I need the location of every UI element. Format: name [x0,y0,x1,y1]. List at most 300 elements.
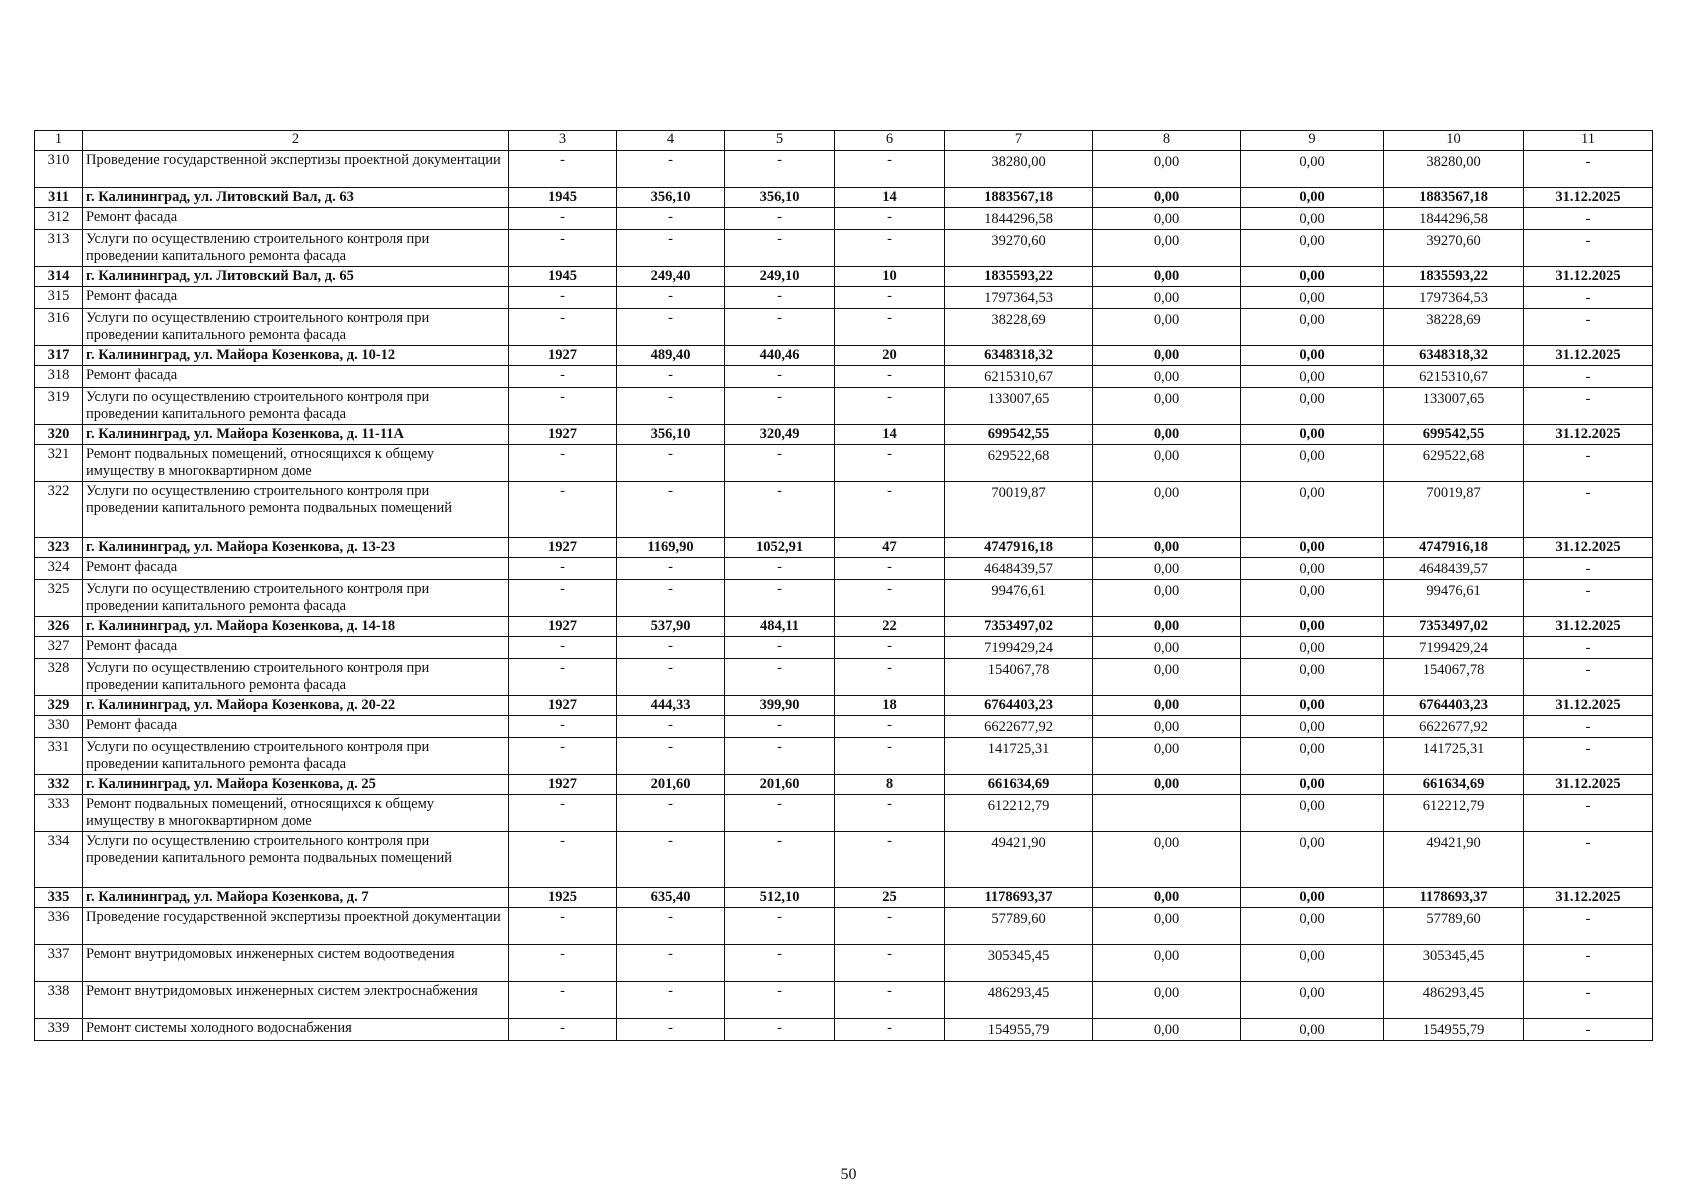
year-cell: - [509,716,617,738]
budget-cell: 0,00 [1241,151,1384,188]
residents-cell: - [835,366,945,388]
total-cost-cell: 6622677,92 [945,716,1093,738]
total-cost-cell: 4648439,57 [945,558,1093,580]
description-cell: Проведение государственной экспертизы проектной документации [83,151,509,188]
deadline-cell: - [1524,208,1653,230]
row-number-cell: 327 [35,637,83,659]
table-row [35,425,1653,445]
row-number-cell: 316 [35,309,83,346]
residents-cell: - [835,287,945,309]
living-area-cell: - [725,287,835,309]
table-row [35,188,1653,208]
total-cost-cell: 305345,45 [945,945,1093,982]
residents-cell: - [835,659,945,696]
row-number-cell: 324 [35,558,83,580]
column-number: 6 [835,131,945,151]
area-cell: - [617,230,725,267]
area-cell: - [617,832,725,888]
table-row [35,558,1653,580]
deadline-cell: - [1524,945,1653,982]
column-number: 2 [83,131,509,151]
description-cell: Услуги по осуществлению строительного контроля при проведении капитального ремонта фасада [83,230,509,267]
deadline-cell: 31.12.2025 [1524,775,1653,795]
fund-cell: 0,00 [1093,716,1241,738]
year-cell: - [509,908,617,945]
description-cell: г. Калининград, ул. Майора Козенкова, д. 20-22 [83,696,509,716]
living-area-cell: - [725,637,835,659]
description-cell: Ремонт фасада [83,366,509,388]
fund-cell [1093,795,1241,832]
description-cell: Услуги по осуществлению строительного контроля при проведении капитального ремонта фасада [83,309,509,346]
total-cost-cell: 486293,45 [945,982,1093,1019]
table-row [35,775,1653,795]
budget-cell: 0,00 [1241,425,1384,445]
table-row [35,287,1653,309]
owners-cell: 38280,00 [1384,151,1524,188]
row-number-cell: 339 [35,1019,83,1041]
description-cell: Ремонт внутридомовых инженерных систем электроснабжения [83,982,509,1019]
year-cell: - [509,388,617,425]
area-cell: 356,10 [617,188,725,208]
owners-cell: 154955,79 [1384,1019,1524,1041]
year-cell: - [509,230,617,267]
year-cell: - [509,795,617,832]
living-area-cell: - [725,982,835,1019]
owners-cell: 1883567,18 [1384,188,1524,208]
owners-cell: 612212,79 [1384,795,1524,832]
year-cell: 1945 [509,188,617,208]
living-area-cell: - [725,388,835,425]
row-number-cell: 321 [35,445,83,482]
deadline-cell: - [1524,151,1653,188]
budget-cell: 0,00 [1241,888,1384,908]
total-cost-cell: 38228,69 [945,309,1093,346]
area-cell: - [617,1019,725,1041]
total-cost-cell: 629522,68 [945,445,1093,482]
area-cell: 249,40 [617,267,725,287]
owners-cell: 699542,55 [1384,425,1524,445]
deadline-cell: 31.12.2025 [1524,188,1653,208]
budget-cell: 0,00 [1241,775,1384,795]
column-number-row [35,131,1653,151]
budget-cell: 0,00 [1241,945,1384,982]
column-number: 7 [945,131,1093,151]
fund-cell: 0,00 [1093,267,1241,287]
fund-cell: 0,00 [1093,637,1241,659]
area-cell: - [617,151,725,188]
deadline-cell: - [1524,795,1653,832]
living-area-cell: - [725,738,835,775]
deadline-cell: - [1524,637,1653,659]
owners-cell: 1835593,22 [1384,267,1524,287]
table-row [35,366,1653,388]
table-row [35,230,1653,267]
area-cell: 537,90 [617,617,725,637]
owners-cell: 154067,78 [1384,659,1524,696]
table-row [35,888,1653,908]
living-area-cell: - [725,1019,835,1041]
deadline-cell: - [1524,482,1653,538]
budget-cell: 0,00 [1241,637,1384,659]
row-number-cell: 338 [35,982,83,1019]
area-cell: - [617,366,725,388]
living-area-cell: 320,49 [725,425,835,445]
owners-cell: 7199429,24 [1384,637,1524,659]
budget-cell: 0,00 [1241,738,1384,775]
year-cell: - [509,208,617,230]
budget-cell: 0,00 [1241,208,1384,230]
budget-cell: 0,00 [1241,1019,1384,1041]
area-cell: - [617,738,725,775]
fund-cell: 0,00 [1093,188,1241,208]
table-row [35,151,1653,188]
residents-cell: - [835,795,945,832]
deadline-cell: 31.12.2025 [1524,617,1653,637]
owners-cell: 49421,90 [1384,832,1524,888]
year-cell: - [509,482,617,538]
residents-cell: - [835,716,945,738]
deadline-cell: - [1524,366,1653,388]
total-cost-cell: 6764403,23 [945,696,1093,716]
budget-cell: 0,00 [1241,346,1384,366]
year-cell: 1927 [509,538,617,558]
row-number-cell: 336 [35,908,83,945]
total-cost-cell: 1883567,18 [945,188,1093,208]
description-cell: Услуги по осуществлению строительного контроля при проведении капитального ремонта подвальных помещений [83,832,509,888]
owners-cell: 629522,68 [1384,445,1524,482]
total-cost-cell: 1178693,37 [945,888,1093,908]
budget-cell: 0,00 [1241,538,1384,558]
fund-cell: 0,00 [1093,366,1241,388]
total-cost-cell: 154067,78 [945,659,1093,696]
owners-cell: 661634,69 [1384,775,1524,795]
total-cost-cell: 141725,31 [945,738,1093,775]
row-number-cell: 319 [35,388,83,425]
area-cell: - [617,945,725,982]
fund-cell: 0,00 [1093,445,1241,482]
fund-cell: 0,00 [1093,1019,1241,1041]
budget-cell: 0,00 [1241,795,1384,832]
table-row [35,795,1653,832]
year-cell: - [509,151,617,188]
year-cell: - [509,637,617,659]
area-cell: - [617,908,725,945]
year-cell: - [509,945,617,982]
total-cost-cell: 39270,60 [945,230,1093,267]
fund-cell: 0,00 [1093,208,1241,230]
owners-cell: 6348318,32 [1384,346,1524,366]
residents-cell: - [835,388,945,425]
column-number: 1 [35,131,83,151]
row-number-cell: 320 [35,425,83,445]
total-cost-cell: 49421,90 [945,832,1093,888]
year-cell: 1927 [509,617,617,637]
row-number-cell: 337 [35,945,83,982]
table-row [35,945,1653,982]
area-cell: - [617,982,725,1019]
budget-cell: 0,00 [1241,482,1384,538]
living-area-cell: - [725,482,835,538]
living-area-cell: 512,10 [725,888,835,908]
deadline-cell: - [1524,287,1653,309]
year-cell: - [509,309,617,346]
area-cell: 489,40 [617,346,725,366]
fund-cell: 0,00 [1093,908,1241,945]
area-cell: - [617,795,725,832]
living-area-cell: - [725,945,835,982]
deadline-cell: - [1524,1019,1653,1041]
year-cell: 1927 [509,775,617,795]
table-row [35,659,1653,696]
area-cell: - [617,637,725,659]
residents-cell: - [835,558,945,580]
column-number: 8 [1093,131,1241,151]
living-area-cell: - [725,558,835,580]
fund-cell: 0,00 [1093,659,1241,696]
table-row [35,1019,1653,1041]
living-area-cell: - [725,151,835,188]
area-cell: 1169,90 [617,538,725,558]
table-row [35,388,1653,425]
row-number-cell: 314 [35,267,83,287]
living-area-cell: - [725,659,835,696]
table-row [35,696,1653,716]
area-cell: - [617,208,725,230]
area-cell: 356,10 [617,425,725,445]
owners-cell: 141725,31 [1384,738,1524,775]
living-area-cell: 356,10 [725,188,835,208]
fund-cell: 0,00 [1093,482,1241,538]
fund-cell: 0,00 [1093,617,1241,637]
area-cell: - [617,287,725,309]
area-cell: 444,33 [617,696,725,716]
owners-cell: 486293,45 [1384,982,1524,1019]
total-cost-cell: 1844296,58 [945,208,1093,230]
budget-cell: 0,00 [1241,388,1384,425]
table-row [35,637,1653,659]
year-cell: - [509,982,617,1019]
table-row [35,538,1653,558]
budget-cell: 0,00 [1241,445,1384,482]
column-number: 3 [509,131,617,151]
living-area-cell: 484,11 [725,617,835,637]
description-cell: Ремонт фасада [83,716,509,738]
deadline-cell: - [1524,388,1653,425]
description-cell: г. Калининград, ул. Майора Козенкова, д. 13-23 [83,538,509,558]
residents-cell: - [835,445,945,482]
table-row [35,445,1653,482]
living-area-cell: - [725,795,835,832]
row-number-cell: 332 [35,775,83,795]
year-cell: 1925 [509,888,617,908]
residents-cell: 20 [835,346,945,366]
area-cell: - [617,580,725,617]
total-cost-cell: 661634,69 [945,775,1093,795]
deadline-cell: 31.12.2025 [1524,696,1653,716]
budget-cell: 0,00 [1241,309,1384,346]
fund-cell: 0,00 [1093,425,1241,445]
fund-cell: 0,00 [1093,538,1241,558]
owners-cell: 6215310,67 [1384,366,1524,388]
row-number-cell: 325 [35,580,83,617]
total-cost-cell: 99476,61 [945,580,1093,617]
year-cell: 1945 [509,267,617,287]
column-number: 5 [725,131,835,151]
deadline-cell: - [1524,832,1653,888]
living-area-cell: 399,90 [725,696,835,716]
row-number-cell: 333 [35,795,83,832]
area-cell: - [617,558,725,580]
living-area-cell: - [725,716,835,738]
residents-cell: - [835,637,945,659]
row-number-cell: 317 [35,346,83,366]
living-area-cell: 249,10 [725,267,835,287]
works-table [34,130,1653,1041]
table-row [35,908,1653,945]
total-cost-cell: 699542,55 [945,425,1093,445]
deadline-cell: - [1524,982,1653,1019]
owners-cell: 99476,61 [1384,580,1524,617]
row-number-cell: 329 [35,696,83,716]
table-row [35,982,1653,1019]
owners-cell: 4747916,18 [1384,538,1524,558]
residents-cell: 8 [835,775,945,795]
fund-cell: 0,00 [1093,738,1241,775]
description-cell: г. Калининград, ул. Майора Козенкова, д. 25 [83,775,509,795]
fund-cell: 0,00 [1093,982,1241,1019]
deadline-cell: - [1524,659,1653,696]
row-number-cell: 330 [35,716,83,738]
fund-cell: 0,00 [1093,346,1241,366]
deadline-cell: - [1524,445,1653,482]
deadline-cell: 31.12.2025 [1524,425,1653,445]
residents-cell: - [835,982,945,1019]
description-cell: Услуги по осуществлению строительного контроля при проведении капитального ремонта подвальных помещений [83,482,509,538]
residents-cell: - [835,482,945,538]
row-number-cell: 311 [35,188,83,208]
fund-cell: 0,00 [1093,388,1241,425]
column-number: 9 [1241,131,1384,151]
owners-cell: 38228,69 [1384,309,1524,346]
budget-cell: 0,00 [1241,267,1384,287]
deadline-cell: 31.12.2025 [1524,346,1653,366]
total-cost-cell: 6215310,67 [945,366,1093,388]
description-cell: г. Калининград, ул. Литовский Вал, д. 63 [83,188,509,208]
total-cost-cell: 133007,65 [945,388,1093,425]
description-cell: г. Калининград, ул. Майора Козенкова, д. 14-18 [83,617,509,637]
description-cell: Ремонт системы холодного водоснабжения [83,1019,509,1041]
residents-cell: - [835,738,945,775]
table-row [35,208,1653,230]
description-cell: Проведение государственной экспертизы проектной документации [83,908,509,945]
budget-cell: 0,00 [1241,982,1384,1019]
residents-cell: 10 [835,267,945,287]
residents-cell: - [835,908,945,945]
total-cost-cell: 154955,79 [945,1019,1093,1041]
description-cell: Ремонт фасада [83,637,509,659]
owners-cell: 7353497,02 [1384,617,1524,637]
description-cell: Ремонт фасада [83,287,509,309]
deadline-cell: - [1524,230,1653,267]
total-cost-cell: 70019,87 [945,482,1093,538]
row-number-cell: 313 [35,230,83,267]
budget-cell: 0,00 [1241,716,1384,738]
total-cost-cell: 7199429,24 [945,637,1093,659]
owners-cell: 133007,65 [1384,388,1524,425]
fund-cell: 0,00 [1093,230,1241,267]
budget-cell: 0,00 [1241,908,1384,945]
owners-cell: 1797364,53 [1384,287,1524,309]
residents-cell: - [835,230,945,267]
residents-cell: 14 [835,425,945,445]
year-cell: 1927 [509,346,617,366]
description-cell: Услуги по осуществлению строительного контроля при проведении капитального ремонта фасада [83,738,509,775]
year-cell: - [509,558,617,580]
living-area-cell: 1052,91 [725,538,835,558]
row-number-cell: 322 [35,482,83,538]
row-number-cell: 312 [35,208,83,230]
row-number-cell: 323 [35,538,83,558]
budget-cell: 0,00 [1241,230,1384,267]
total-cost-cell: 38280,00 [945,151,1093,188]
owners-cell: 1178693,37 [1384,888,1524,908]
residents-cell: 18 [835,696,945,716]
living-area-cell: - [725,230,835,267]
living-area-cell: - [725,366,835,388]
description-cell: Ремонт фасада [83,208,509,230]
owners-cell: 1844296,58 [1384,208,1524,230]
row-number-cell: 315 [35,287,83,309]
budget-cell: 0,00 [1241,617,1384,637]
residents-cell: - [835,945,945,982]
year-cell: - [509,287,617,309]
table-row [35,309,1653,346]
description-cell: г. Калининград, ул. Литовский Вал, д. 65 [83,267,509,287]
fund-cell: 0,00 [1093,945,1241,982]
deadline-cell: - [1524,580,1653,617]
description-cell: Услуги по осуществлению строительного контроля при проведении капитального ремонта фасада [83,580,509,617]
deadline-cell: - [1524,309,1653,346]
description-cell: Услуги по осуществлению строительного контроля при проведении капитального ремонта фасада [83,659,509,696]
budget-cell: 0,00 [1241,558,1384,580]
deadline-cell: - [1524,558,1653,580]
area-cell: - [617,716,725,738]
living-area-cell: 201,60 [725,775,835,795]
description-cell: Услуги по осуществлению строительного контроля при проведении капитального ремонта фасада [83,388,509,425]
year-cell: 1927 [509,425,617,445]
residents-cell: 22 [835,617,945,637]
table-row [35,738,1653,775]
budget-cell: 0,00 [1241,832,1384,888]
budget-cell: 0,00 [1241,580,1384,617]
table-row [35,832,1653,888]
budget-cell: 0,00 [1241,696,1384,716]
area-cell: - [617,388,725,425]
year-cell: - [509,580,617,617]
description-cell: г. Калининград, ул. Майора Козенкова, д. 7 [83,888,509,908]
living-area-cell: - [725,445,835,482]
living-area-cell: - [725,908,835,945]
residents-cell: - [835,151,945,188]
row-number-cell: 335 [35,888,83,908]
description-cell: г. Калининград, ул. Майора Козенкова, д. 10-12 [83,346,509,366]
deadline-cell: - [1524,908,1653,945]
total-cost-cell: 57789,60 [945,908,1093,945]
owners-cell: 70019,87 [1384,482,1524,538]
residents-cell: - [835,832,945,888]
residents-cell: - [835,1019,945,1041]
total-cost-cell: 7353497,02 [945,617,1093,637]
